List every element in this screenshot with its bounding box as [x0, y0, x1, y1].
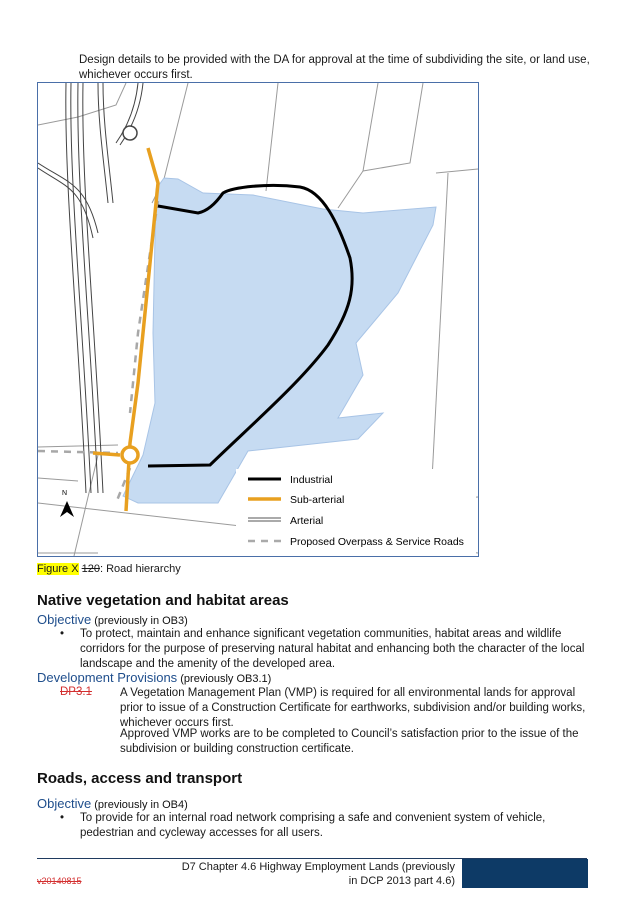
footer-line-2: in DCP 2013 part 4.6)	[348, 875, 455, 887]
provisions-label: Development Provisions	[37, 670, 178, 685]
objective-label: Objective	[37, 796, 92, 811]
roundabout-south	[122, 447, 138, 463]
objective-ref: (previously in OB4)	[91, 799, 188, 811]
legend-label-industrial: Industrial	[290, 474, 333, 486]
caption-old-number: 120	[81, 563, 100, 575]
objective-heading-vegetation	[37, 612, 188, 627]
figure-caption	[37, 563, 181, 575]
legend-label-proposed: Proposed Overpass & Service Roads	[290, 536, 464, 548]
road-hierarchy-map	[37, 82, 479, 557]
footer-line-1: D7 Chapter 4.6 Highway Employment Lands (previously	[181, 861, 455, 873]
list-item	[60, 627, 595, 672]
dp-text-1: A Vegetation Management Plan (VMP) is required for all environmental lands for approval prior to issue of a Construction Certificate for earthworks, subdivision and/or building works, whichever occurs first.	[120, 687, 586, 729]
provisions-heading	[37, 670, 271, 685]
dp-text-2: Approved VMP works are to be completed to Council’s satisfaction prior to the issue of the subdivision or building construction certificate.	[120, 728, 579, 755]
bullet-text: To protect, maintain and enhance significant vegetation communities, habitat areas and wildlife corridors for the purpose of preserving natural habitat and enhancing both the character of the local landscape and the amenity of the developed area.	[80, 628, 585, 670]
objective-ref: (previously in OB3)	[91, 615, 188, 627]
map-legend	[236, 469, 476, 556]
north-arrow-icon	[60, 490, 74, 517]
section-heading-vegetation: Native vegetation and habitat areas	[37, 592, 289, 609]
map-svg	[38, 83, 478, 556]
version-label: v20140815	[37, 876, 82, 886]
dp-number: DP3.1	[60, 686, 92, 698]
footer-color-block	[462, 859, 588, 888]
caption-figure-x: Figure X	[37, 563, 79, 575]
footer-title	[150, 860, 455, 888]
bullet-icon: •	[60, 628, 65, 640]
arterial-road	[38, 83, 143, 493]
bullet-icon: •	[60, 812, 65, 824]
legend-label-sub-arterial: Sub-arterial	[290, 494, 345, 506]
roundabout-north	[123, 126, 137, 140]
objective-heading-roads	[37, 796, 188, 811]
list-item	[60, 811, 595, 841]
caption-rest: : Road hierarchy	[100, 563, 181, 575]
svg-text:N: N	[62, 490, 68, 497]
intro-paragraph: Design details to be provided with the DA for approval at the time of subdividing the site, or land use, whichever occurs first.	[79, 54, 590, 81]
provisions-ref: (previously OB3.1)	[177, 673, 272, 685]
legend-label-arterial: Arterial	[290, 515, 324, 527]
section-heading-roads: Roads, access and transport	[37, 770, 243, 787]
habitat-area	[123, 178, 436, 503]
objective-label: Objective	[37, 612, 92, 627]
bullet-text: To provide for an internal road network comprising a safe and convenient system of vehicle, pedestrian and cycleway accesses for all users.	[80, 812, 546, 839]
